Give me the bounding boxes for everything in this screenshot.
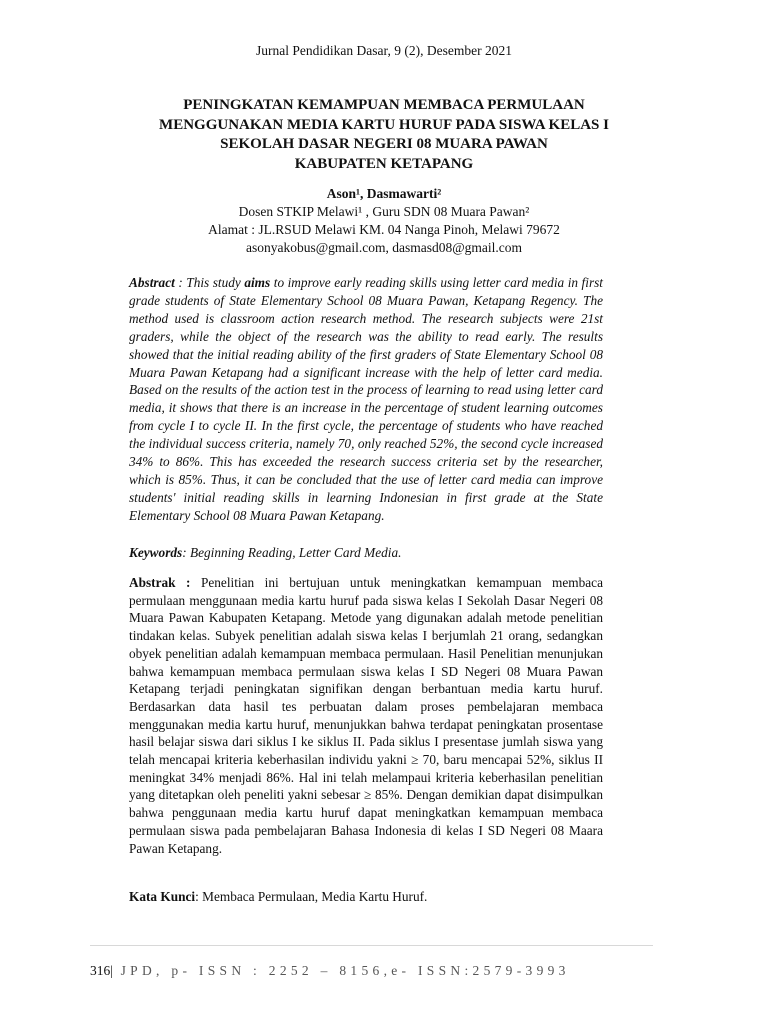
abstract-indonesian-body: Penelitian ini bertujuan untuk meningkatkan kemampuan membaca permulaan menggunaan media kartu huruf pada siswa kelas I Sekolah Dasar Negeri 08 Muara Pawan Kabupaten Ketapang. Metode yang digunakan adalah metode penelitian tindakan kelas. Subyek penelitian adalah siswa kelas I berjumlah 21 orang, sedangkan obyek penelitian adalah kemampuan membaca permulaan. Hasil Penelitian menunjukan bahwa kemampuan membaca permulaan siswa kelas I SD Negeri 08 Muara Pawan Ketapang terjadi peningkatan signifikan dengan berbantuan media kartu huruf. Berdasarkan data hasil tes perbuatan dalam proses pembelajaran membaca menggunakan media kartu huruf, menunjukkan bahwa terdapat peningkatan prosentase hasil belajar siswa dari siklus I ke siklus II. Pada siklus I presentase jumlah siswa yang telah mencapai kriteria keberhasilan individu yakni ≥ 70, baru mencapai 52%, siklus II meningkat 34% menjadi 86%. Hal ini telah melampaui kriteria keberhasilan penelitian yang ditetapkan oleh peneliti yakni sebesar ≥ 85%. Dengan demikian dapat disimpulkan bahwa penggunaan media kartu huruf dapat meningkatkan kemampuan membaca permulaan siswa pada pembelajaran Bahasa Indonesia di kelas I SD Negeri 08 Maara Pawan Ketapang. — [129, 575, 603, 856]
footer-separator: | — [110, 963, 113, 978]
journal-header: Jurnal Pendidikan Dasar, 9 (2), Desember 2021 — [256, 43, 512, 58]
abstract-indonesian-label: Abstrak : — [129, 575, 191, 590]
author-address: Alamat : JL.RSUD Melawi KM. 04 Nanga Pinoh, Melawi 79672 — [208, 222, 560, 237]
author-emails: asonyakobus@gmail.com, dasmasd08@gmail.com — [245, 240, 523, 255]
author-names: Ason¹, Dasmawarti² — [326, 186, 442, 201]
page-footer — [90, 963, 690, 979]
abstract-english-body: to improve early reading skills using letter card media in first grade students of State Elementary School 08 Muara Pawan, Ketapang Regency. The method used is classroom action research method. The research subjects were 21st graders, while the object of the research was the ability to read early. The results showed that the initial reading ability of the first graders of State Elementary School 08 Muara Pawan Ketapang had a significant increase with the help of letter card media. Based on the results of the action test in the process of learning to read using letter card media, it shows that there is an increase in the percentage of student learning outcomes from cycle I to cycle II. In the first cycle, the percentage of students who have reached the individual success criteria, namely 70, only reached 52%, the second cycle increased 34% to 86%. This has exceeded the research success criteria set by the researcher, which is 85%. Thus, it can be concluded that the use of letter card media can improve students' initial reading skills in learning Indonesian in first grade at the State Elementary School 08 Muara Pawan Ketapang. — [129, 275, 603, 523]
author-block — [0, 185, 768, 257]
abstract-indonesian — [129, 574, 603, 857]
page-number: 316 — [90, 963, 111, 978]
abstract-english — [129, 274, 603, 525]
abstract-english-lead: : This study — [174, 275, 245, 290]
author-affiliation: Dosen STKIP Melawi¹ , Guru SDN 08 Muara Pawan² — [238, 204, 530, 219]
keywords-english-text: : Beginning Reading, Letter Card Media. — [182, 545, 402, 560]
title-line: KABUPATEN KETAPANG — [294, 155, 474, 172]
title-line: SEKOLAH DASAR NEGERI 08 MUARA PAWAN — [220, 136, 548, 152]
keywords-english-label: Keywords — [129, 545, 183, 560]
keywords-english — [129, 545, 603, 561]
paper-title — [110, 96, 658, 174]
title-line: PENINGKATAN KEMAMPUAN MEMBACA PERMULAAN — [183, 97, 585, 113]
keywords-indonesian-label: Kata Kunci — [129, 889, 196, 904]
footer-divider — [90, 945, 653, 946]
abstract-english-label: Abstract — [129, 275, 175, 290]
abstract-english-aims: aims — [244, 275, 271, 290]
keywords-indonesian-text: : Membaca Permulaan, Media Kartu Huruf. — [195, 889, 428, 904]
title-line: MENGGUNAKAN MEDIA KARTU HURUF PADA SISWA KELAS I — [159, 116, 609, 133]
keywords-indonesian — [129, 889, 603, 905]
footer-issn: JPD, p- ISSN : 2252 – 8156,e- ISSN:2579-3993 — [112, 963, 570, 978]
